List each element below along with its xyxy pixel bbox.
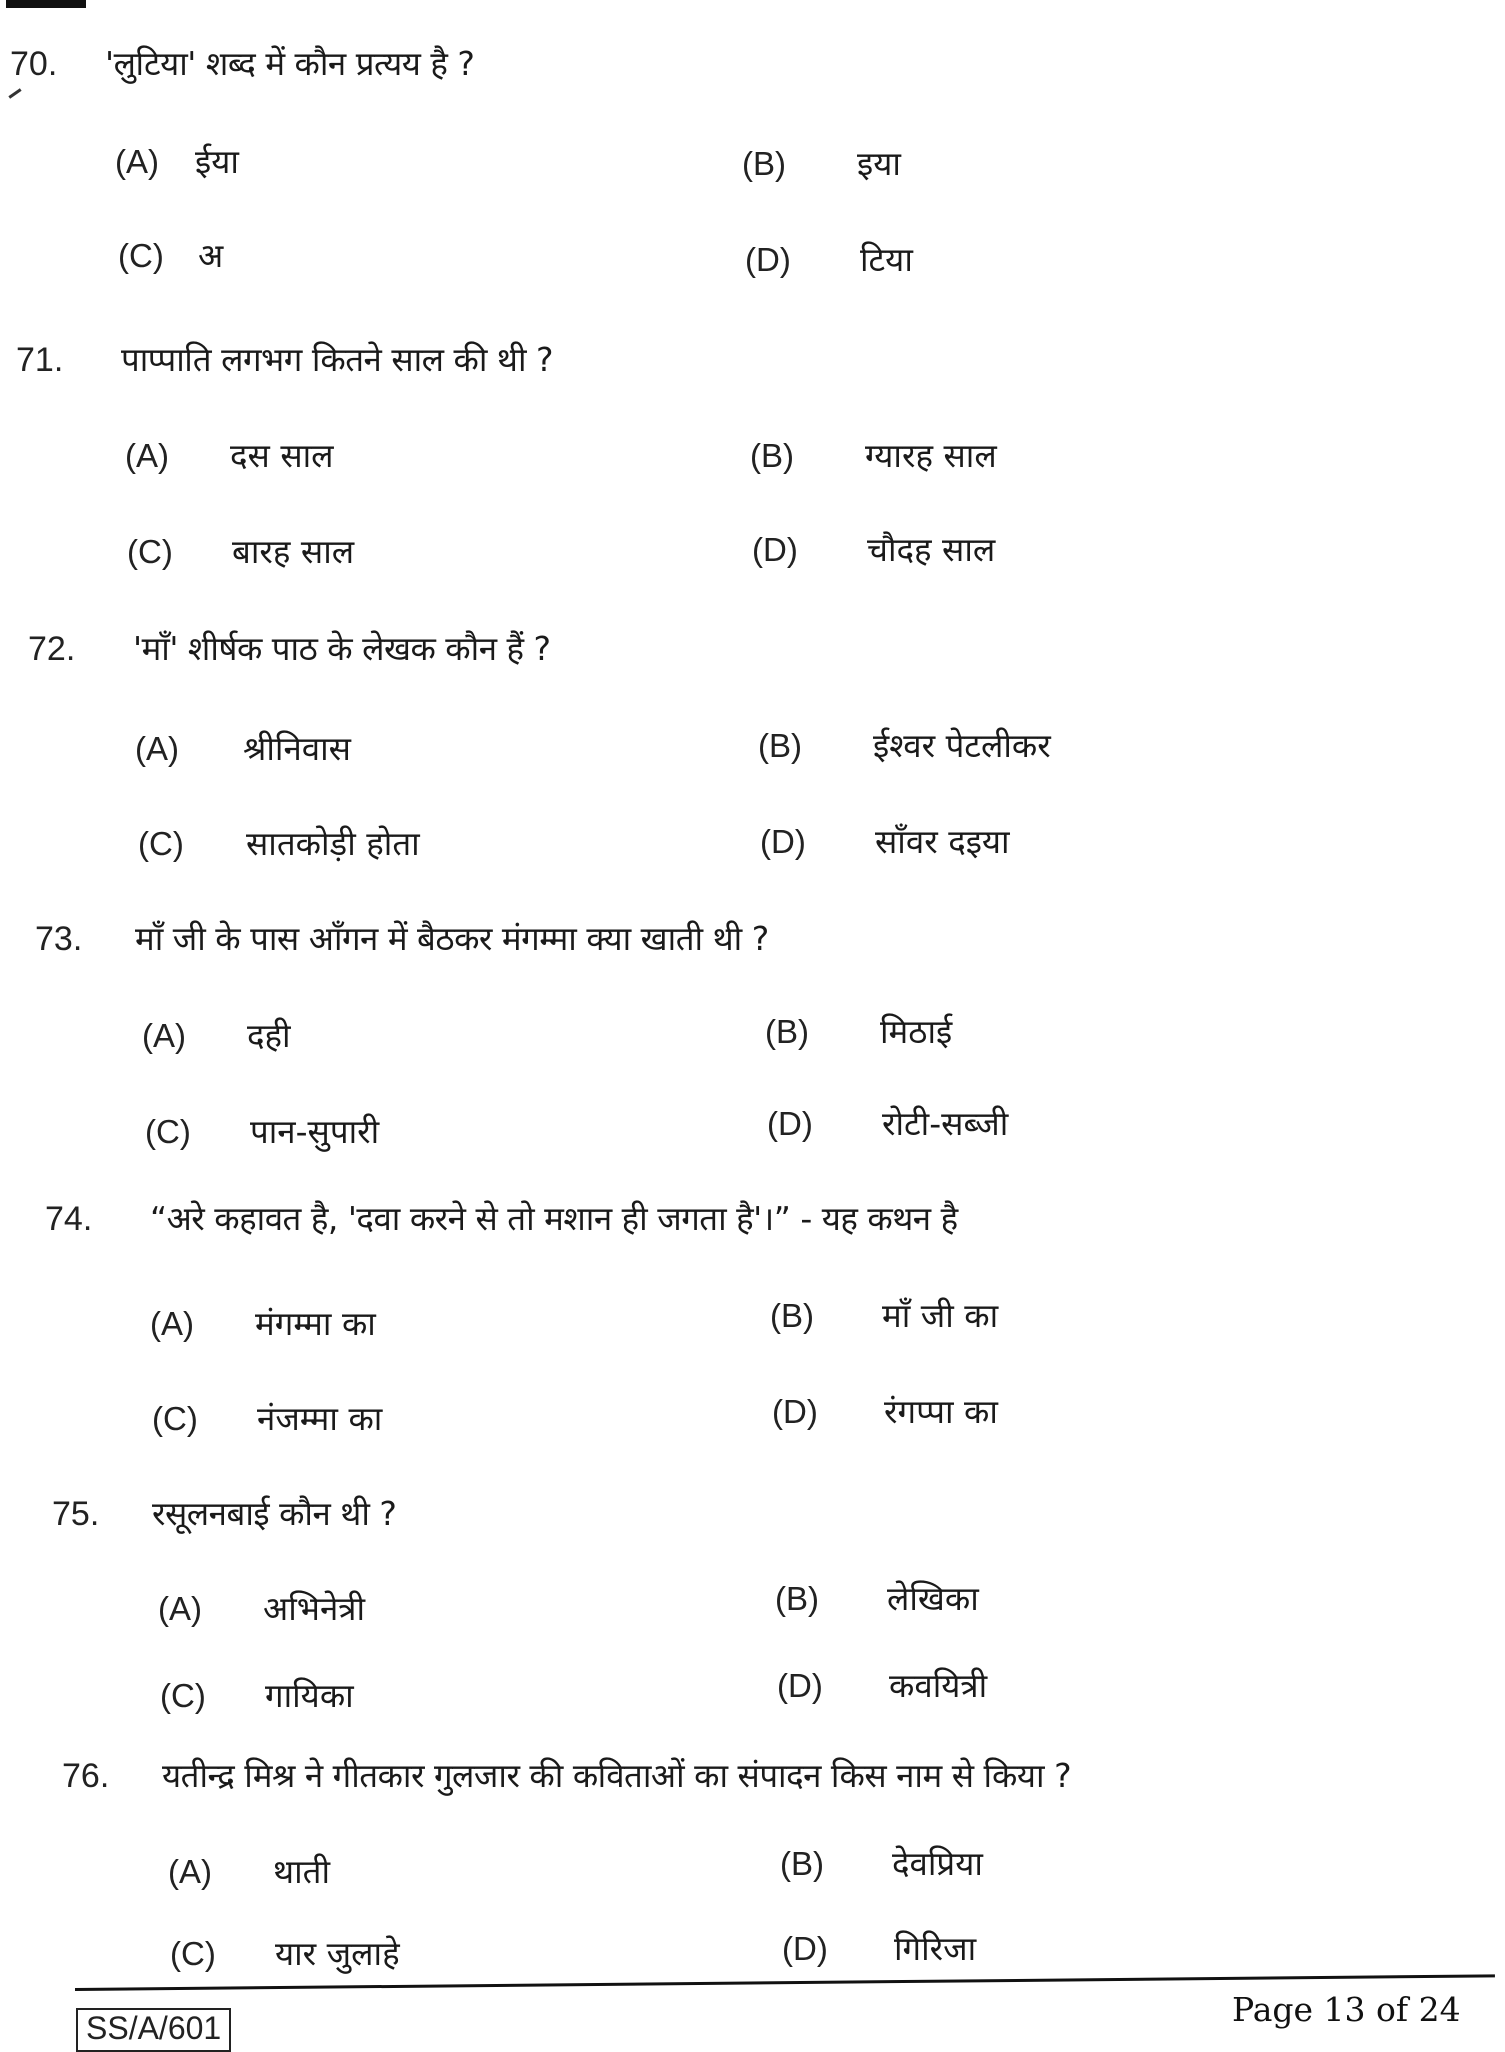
option-text: मिठाई bbox=[880, 1012, 953, 1051]
option-text: माँ जी का bbox=[882, 1296, 999, 1335]
question-stem bbox=[45, 1195, 958, 1240]
option-label: (C) bbox=[152, 1400, 198, 1437]
option-c[interactable] bbox=[170, 1930, 400, 1975]
option-text: मंगम्मा का bbox=[255, 1304, 376, 1343]
footer-divider bbox=[75, 1974, 1495, 1991]
option-c[interactable] bbox=[138, 820, 420, 865]
option-label: (A) bbox=[125, 437, 169, 474]
option-label: (A) bbox=[142, 1017, 186, 1054]
option-a[interactable] bbox=[158, 1585, 365, 1630]
option-label: (C) bbox=[118, 237, 164, 274]
question-number: 70. bbox=[10, 45, 58, 83]
option-text: गायिका bbox=[265, 1676, 354, 1715]
option-text: थाती bbox=[273, 1852, 330, 1891]
option-text: कवयित्री bbox=[889, 1666, 988, 1705]
option-a[interactable] bbox=[135, 725, 351, 770]
option-b[interactable] bbox=[770, 1292, 998, 1337]
scan-edge-mark bbox=[6, 0, 86, 8]
question-number: 72. bbox=[28, 630, 76, 668]
option-text: लेखिका bbox=[887, 1579, 979, 1618]
option-text: यार जुलाहे bbox=[275, 1934, 400, 1973]
option-label: (C) bbox=[160, 1677, 206, 1714]
option-text: नंजम्मा का bbox=[257, 1399, 383, 1438]
option-label: (D) bbox=[767, 1105, 813, 1142]
question-text: पाप्पाति लगभग कितने साल की थी ? bbox=[121, 340, 554, 379]
option-label: (C) bbox=[170, 1935, 216, 1972]
option-text: श्रीनिवास bbox=[243, 729, 351, 768]
option-c[interactable] bbox=[152, 1395, 382, 1440]
option-label: (C) bbox=[138, 825, 184, 862]
option-label: (D) bbox=[752, 531, 798, 568]
option-label: (C) bbox=[127, 533, 173, 570]
option-text: ग्यारह साल bbox=[865, 436, 997, 475]
option-label: (A) bbox=[115, 143, 159, 180]
question-text: 'माँ' शीर्षक पाठ के लेखक कौन हैं ? bbox=[133, 629, 551, 668]
question-number: 76. bbox=[62, 1757, 110, 1795]
option-label: (A) bbox=[158, 1590, 202, 1627]
page-number: Page 13 of 24 bbox=[1232, 1990, 1461, 2029]
option-label: (A) bbox=[168, 1853, 212, 1890]
option-label: (B) bbox=[765, 1013, 809, 1050]
option-a[interactable] bbox=[168, 1848, 330, 1893]
option-d[interactable] bbox=[760, 818, 1010, 863]
option-c[interactable] bbox=[127, 528, 354, 573]
option-c[interactable] bbox=[145, 1108, 379, 1153]
option-label: (B) bbox=[758, 727, 802, 764]
option-d[interactable] bbox=[767, 1100, 1008, 1145]
pen-tick-mark bbox=[8, 88, 21, 98]
option-label: (B) bbox=[770, 1297, 814, 1334]
option-d[interactable] bbox=[752, 526, 995, 571]
option-b[interactable] bbox=[758, 722, 1051, 767]
question-number: 75. bbox=[52, 1495, 100, 1533]
option-b[interactable] bbox=[775, 1575, 979, 1620]
option-a[interactable] bbox=[125, 432, 334, 477]
option-text: गिरिजा bbox=[894, 1929, 977, 1968]
option-d[interactable] bbox=[745, 236, 913, 281]
option-d[interactable] bbox=[777, 1662, 987, 1707]
option-label: (B) bbox=[750, 437, 794, 474]
question-stem bbox=[28, 625, 551, 670]
paper-code: SS/A/601 bbox=[76, 2008, 231, 2052]
option-a[interactable] bbox=[150, 1300, 376, 1345]
question-stem bbox=[62, 1752, 1071, 1797]
option-label: (A) bbox=[150, 1305, 194, 1342]
option-a[interactable] bbox=[115, 138, 239, 183]
option-d[interactable] bbox=[772, 1388, 998, 1433]
option-c[interactable] bbox=[160, 1672, 354, 1717]
option-label: (D) bbox=[760, 823, 806, 860]
question-text: “अरे कहावत है, 'दवा करने से तो मशान ही जगता है'।” - यह कथन है bbox=[150, 1199, 958, 1238]
option-text: ईश्वर पेटलीकर bbox=[873, 726, 1051, 765]
option-b[interactable] bbox=[765, 1008, 952, 1053]
question-text: यतीन्द्र मिश्र ने गीतकार गुलजार की कविताओं का संपादन किस नाम से किया ? bbox=[162, 1756, 1072, 1795]
option-text: इया bbox=[857, 144, 901, 183]
option-label: (D) bbox=[777, 1667, 823, 1704]
option-text: अ bbox=[198, 236, 224, 275]
question-number: 71. bbox=[16, 341, 64, 379]
option-label: (D) bbox=[782, 1930, 828, 1967]
option-text: पान-सुपारी bbox=[250, 1112, 380, 1151]
option-text: सातकोड़ी होता bbox=[246, 824, 420, 863]
option-label: (A) bbox=[135, 730, 179, 767]
option-b[interactable] bbox=[742, 140, 901, 185]
option-text: अभिनेत्री bbox=[263, 1589, 366, 1628]
option-c[interactable] bbox=[118, 232, 223, 277]
option-text: दही bbox=[247, 1016, 291, 1055]
option-text: ईया bbox=[195, 142, 239, 181]
option-label: (B) bbox=[775, 1580, 819, 1617]
question-text: रसूलनबाई कौन थी ? bbox=[152, 1494, 397, 1533]
question-text: 'लुटिया' शब्द में कौन प्रत्यय है ? bbox=[105, 44, 475, 83]
option-label: (B) bbox=[780, 1845, 824, 1882]
question-stem bbox=[16, 336, 553, 381]
option-b[interactable] bbox=[780, 1840, 983, 1885]
option-a[interactable] bbox=[142, 1012, 291, 1057]
option-text: रोटी-सब्जी bbox=[882, 1104, 1009, 1143]
question-number: 74. bbox=[45, 1200, 93, 1238]
option-label: (C) bbox=[145, 1113, 191, 1150]
option-label: (D) bbox=[772, 1393, 818, 1430]
option-label: (B) bbox=[742, 145, 786, 182]
option-text: साँवर दइया bbox=[875, 822, 1010, 861]
option-d[interactable] bbox=[782, 1925, 976, 1970]
question-stem bbox=[35, 915, 769, 960]
question-stem bbox=[10, 40, 474, 85]
option-b[interactable] bbox=[750, 432, 997, 477]
question-stem bbox=[52, 1490, 396, 1535]
option-label: (D) bbox=[745, 241, 791, 278]
question-number: 73. bbox=[35, 920, 83, 958]
option-text: दस साल bbox=[230, 436, 334, 475]
option-text: देवप्रिया bbox=[892, 1844, 983, 1883]
option-text: रंगप्पा का bbox=[884, 1392, 998, 1431]
option-text: चौदह साल bbox=[867, 530, 996, 569]
option-text: टिया bbox=[860, 240, 913, 279]
question-text: माँ जी के पास आँगन में बैठकर मंगम्मा क्या खाती थी ? bbox=[135, 919, 769, 958]
option-text: बारह साल bbox=[232, 532, 355, 571]
